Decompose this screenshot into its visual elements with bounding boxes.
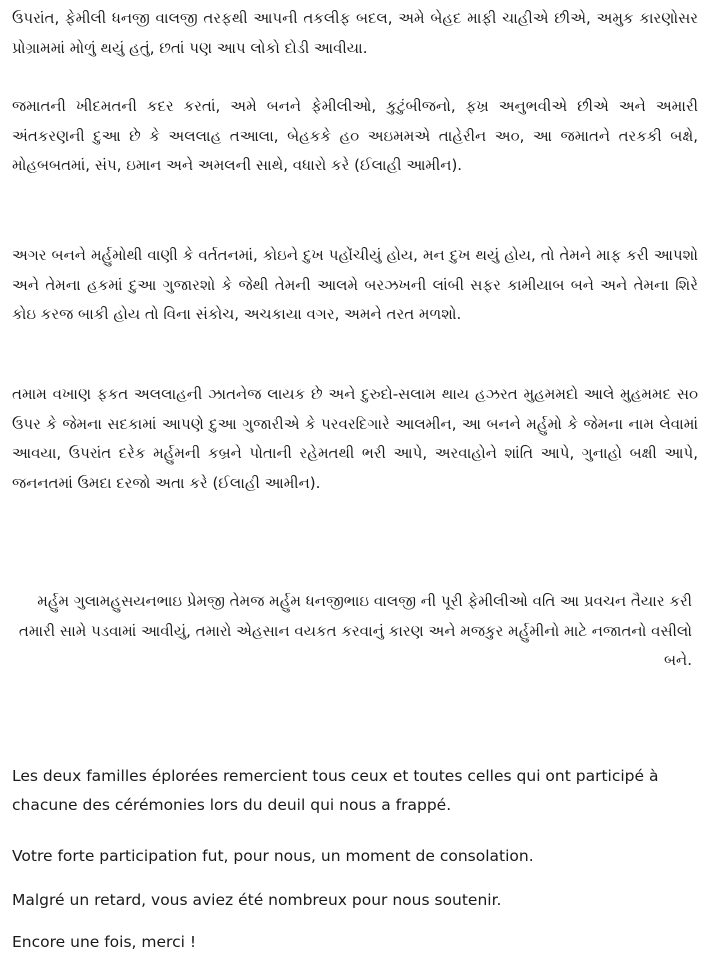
gujarati-paragraph-prayer: તમામ વખાણ ફકત અલલાહની ઝાતનેજ લાયક છે અને દુરુદો-સલામ થાય હઝરત મુહમમદો આલે મુહમમદ સ૦ ઉપર કે જેમના સદકામાં આપણે દુઆ ગુજારીએ કે પરવરદિગારે આલમીન, આ બનને મર્હુમો કે જેમના નામ લેવામાં આવયા, ઉપરાંત દરેક મર્હુમની કબ્રને પોતાની રહેમતથી ભરી આપે, અરવાહોને શાંતિ આપે, ગુનાહો બક્ષી આપે, જનનતમાં ઉમદા દરજો અતા કરે (ઈલાહી આમીન). [12,385,698,492]
french-paragraph-support: Malgré un retard, vous aviez été nombreux pour nous soutenir. [12,891,502,909]
gujarati-paragraph-apology: ઉપરાંત, ફેમીલી ધનજી વાલજી તરફથી આપની તકલીફ બદલ, અમે બેહદ માફી ચાહીએ છીએ, અમુક કારણોસર પ્રોગ્રામમાં મોળું થયું હતું, છતાં પણ આપ લોકો દોડી આવીયા. [12,9,698,57]
french-paragraph-merci: Encore une fois, merci ! [12,933,197,951]
gujarati-paragraph-forgiveness: અગર બનને મર્હુમોથી વાણી કે વર્તતનમાં, કોઇને દુખ પહોંચીયું હોય, મન દુખ થયું હોય, તો તેમને માફ કરી આપશો અને તેમના હકમાં દુઆ ગુજારશો કે જેથી તેમની આલમે બરઝખની લાંબી સફર કામીયાબ બને અને તેમના શિરે કોઇ કરજ બાકી હોય તો વિના સંકોચ, અચકાયા વગર, અમને તરત મળશો. [12,246,698,323]
gujarati-paragraph-closing: મર્હુમ ગુલામહુસયનભાઇ પ્રેમજી તેમજ મર્હુમ ધનજીભાઇ વાલજી ની પૂરી ફેમીલીઓ વતિ આ પ્રવચન તૈયાર કરી તમારી સામે પડવામાં આવીયું, તમારો એહસાન વયકત કરવાનું કારણ અને મજકુર મર્હુમીનો માટે નજાતનો વસીલો બને. [18,592,692,669]
gujarati-paragraph-gratitude: જમાતની ખીદમતની કદર કરતાં, અમે બનને ફેમીલીઓ, કુટુંબીજનો, ફખ્ર અનુભવીએ છીએ અને અમારી અંતકરણની દુઆ છે કે અલલાહ તઆલા, બેહકકે હ૦ અઇમમએ તાહેરીન અ૦, આ જમાતને તરકકી બક્ષે, મોહબબતમાં, સંપ, ઇમાન અને અમલની સાથે, વધારો કરે (ઈલાહી આમીન). [12,97,698,174]
french-paragraph-consolation: Votre forte participation fut, pour nous, un moment de consolation. [12,847,534,865]
french-paragraph-thanks: Les deux familles éplorées remercient tous ceux et toutes celles qui ont participé à chacune des cérémonies lors du deuil qui nous a frappé. [12,767,659,814]
